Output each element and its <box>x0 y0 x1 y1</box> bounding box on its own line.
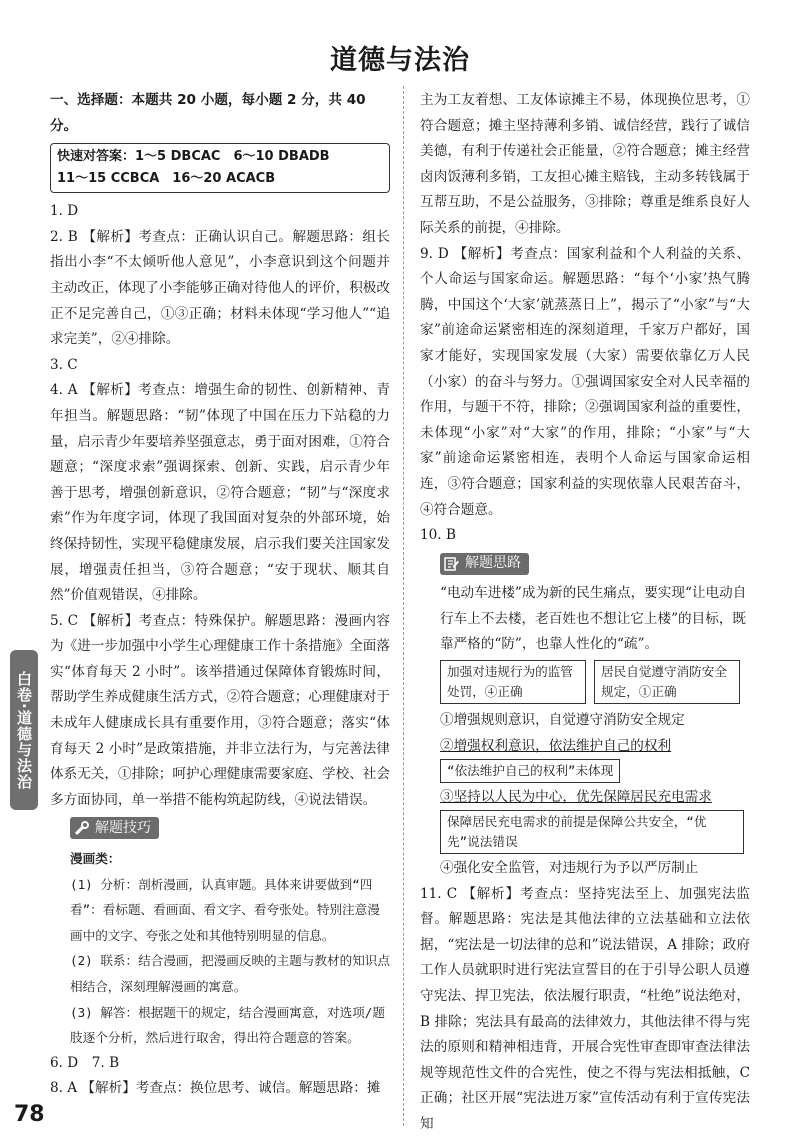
tips-body <box>50 846 390 1051</box>
handwritten-note: 加强对违规行为的监管处罚，④正确 <box>440 660 586 704</box>
option-1: ①增强规则意识，自觉遵守消防安全规定 <box>440 712 685 729</box>
question-3: 3. C <box>50 356 78 373</box>
question-8: 8. A 【解析】考查点：换位思考、诚信。解题思路：摊 <box>50 1080 381 1097</box>
question-8-continued: 主为工友着想、工友体谅摊主不易，体现换位思考，①符合题意；摊主坚持薄利多销、诚信经营，践行了诚信美德，有利于传递社会正能量，②符合题意；摊主经营卤肉饭薄利多销，工友担心摊主赔钱，主动多转钱属于互帮互助，不是公益服务，③排除；尊重是维系良好人际关系的前提，④排除。 <box>420 92 750 236</box>
section-header: 一、选择题：本题共 20 小题，每小题 2 分，共 40 分。 <box>50 92 366 134</box>
tip-item: (2) 联系：结合漫画，把漫画反映的主题与教材的知识点相结合，深刻理解漫画的寓意。 <box>70 953 390 994</box>
question-11: 11. C 【解析】考查点：坚持宪法至上、加强宪法监督。解题思路：宪法是其他法律的立法基础和立法依据，“宪法是一切法律的总和”说法错误，A 排除；政府工作人员就职时进行宪法宣誓目的在于引导公职人员遵守宪法、捍卫宪法，依法履行职责，“杜绝”说法绝对，B 排除；宪法具有最高的法律效力，其他法律不得与宪法的原则和精神相违背，开展合宪性审查即审查法律法规等规范性文件的合宪性，使之不得与宪法相抵触，C 正确；社区开展“宪法进万家”宣传活动有利于宣传宪法知 <box>420 885 750 1132</box>
tips-subtitle: 漫画类： <box>70 851 121 867</box>
q10-intro: “电动车进楼”成为新的民生痛点，要实现“让电动自行车上不去楼，老百姓也不想让它上楼”的目标，既靠严格的“防”，也靠人性化的“疏”。 <box>440 585 747 653</box>
option-3: ③坚持以人民为中心，优先保障居民充电需求 <box>440 788 712 805</box>
page-number: 78 <box>14 1102 45 1127</box>
page-title: 道德与法治 <box>330 45 470 76</box>
option-4: ④强化安全监管，对违规行为予以严厉制止 <box>440 860 699 877</box>
quick-answers-box <box>50 143 390 193</box>
handwritten-notes-row <box>440 660 750 704</box>
handwritten-note: 保障居民充电需求的前提是保障公共安全，“优先”说法错误 <box>440 810 744 854</box>
tips-header-label: 解题技巧 <box>95 819 151 836</box>
side-tab: 白卷·道德与法治 <box>10 650 38 810</box>
tip-item: (3) 解答：根据题干的规定，结合漫画寓意，对选项/题肢逐个分析，然后进行取舍，得出符合题意的答案。 <box>70 1004 385 1046</box>
option-2: ②增强权利意识，依法维护自己的权利 <box>440 737 672 754</box>
question-10: 10. B <box>420 527 456 544</box>
handwritten-note: “依法维护自己的权利”未体现 <box>440 759 620 783</box>
think-header-label: 解题思路 <box>465 554 521 571</box>
question-4: 4. A 【解析】考查点：增强生命的韧性、创新精神、青年担当。解题思路：“韧”体现了中国在压力下站稳的力量，启示青少年要培养坚强意志，勇于面对困难，①符合题意；“深度求索”强调探索、创新、实践，启示青少年善于思考，增强创新意识，②符合题意；“韧”与“深度求索”作为年度字词，体现了我国面对复杂的外部环境，始终保持韧性，实现平稳健康发展，启示我们要关注国家发展，增强责任担当，③符合题意；“安于现状、顺其自然”价值观错误，④排除。 <box>50 382 390 604</box>
think-header <box>440 553 529 575</box>
pencil-note-icon <box>444 556 460 572</box>
quick-answers-line1: 快速对答案：1～5 DBCAC 6～10 DBADB <box>57 149 330 165</box>
tip-item: (1) 分析：剖析漫画，认真审题。具体来讲要做到“四看”：看标题、看画面、看文字、看夸张处。特别注意漫画中的文字、夸张之处和其他特别明显的信息。 <box>70 876 380 943</box>
handwritten-note: 居民自觉遵守消防安全规定，①正确 <box>594 660 740 704</box>
question-5: 5. C 【解析】考查点：特殊保护。解题思路：漫画内容为《进一步加强中小学生心理健康工作十条措施》全面落实“体育每天 2 小时”。该举措通过保障体育锻炼时间，帮助学生养成健康生活方式，②符合题意；心理健康对于未成年人健康成长具有重要作用，③符合题意；落实“体育每天 2 小时”是政策措施，并非立法行为，与完善法律体系无关，①排除；呵护心理健康需要家庭、学校、社会多方面协同，单一举措不能构筑起防线，④说法错误。 <box>50 612 390 808</box>
question-6-7: 6. D 7. B <box>50 1054 120 1071</box>
question-1: 1. D <box>50 203 79 220</box>
column-divider <box>403 86 404 1126</box>
wrench-icon <box>74 820 90 836</box>
question-9: 9. D 【解析】考查点：国家利益和个人利益的关系、个人命运与国家命运。解题思路：“每个‘小家’热气腾腾，中国这个‘大家’就蒸蒸日上”，揭示了“小家”与“大家”前途命运紧密相连的深刻道理，千家万户都好，国家才能好，实现国家发展（大家）需要依靠亿万人民（小家）的奋斗与努力。①强调国家安全对人民幸福的作用，与题干不符，排除；②强调国家利益的重要性，未体现“小家”对“大家”的作用，排除；“小家”与“大家”前途命运紧密相连，表明个人命运与国家命运相连，③符合题意；国家利益的实现依靠人民艰苦奋斗，④符合题意。 <box>420 245 750 518</box>
right-column <box>420 88 750 1138</box>
tips-header <box>70 817 159 839</box>
quick-answers-line2: 11～15 CCBCA 16～20 ACACB <box>57 171 276 187</box>
left-column <box>50 88 390 1102</box>
question-2: 2. B 【解析】考查点：正确认识自己。解题思路：组长指出小李“不太倾听他人意见”，小李意识到这个问题并主动改正，体现了小李能够正确对待他人的评价，积极改正不足完善自己，①③正确；材料未体现“学习他人”“追求完美”，②④排除。 <box>50 228 390 348</box>
